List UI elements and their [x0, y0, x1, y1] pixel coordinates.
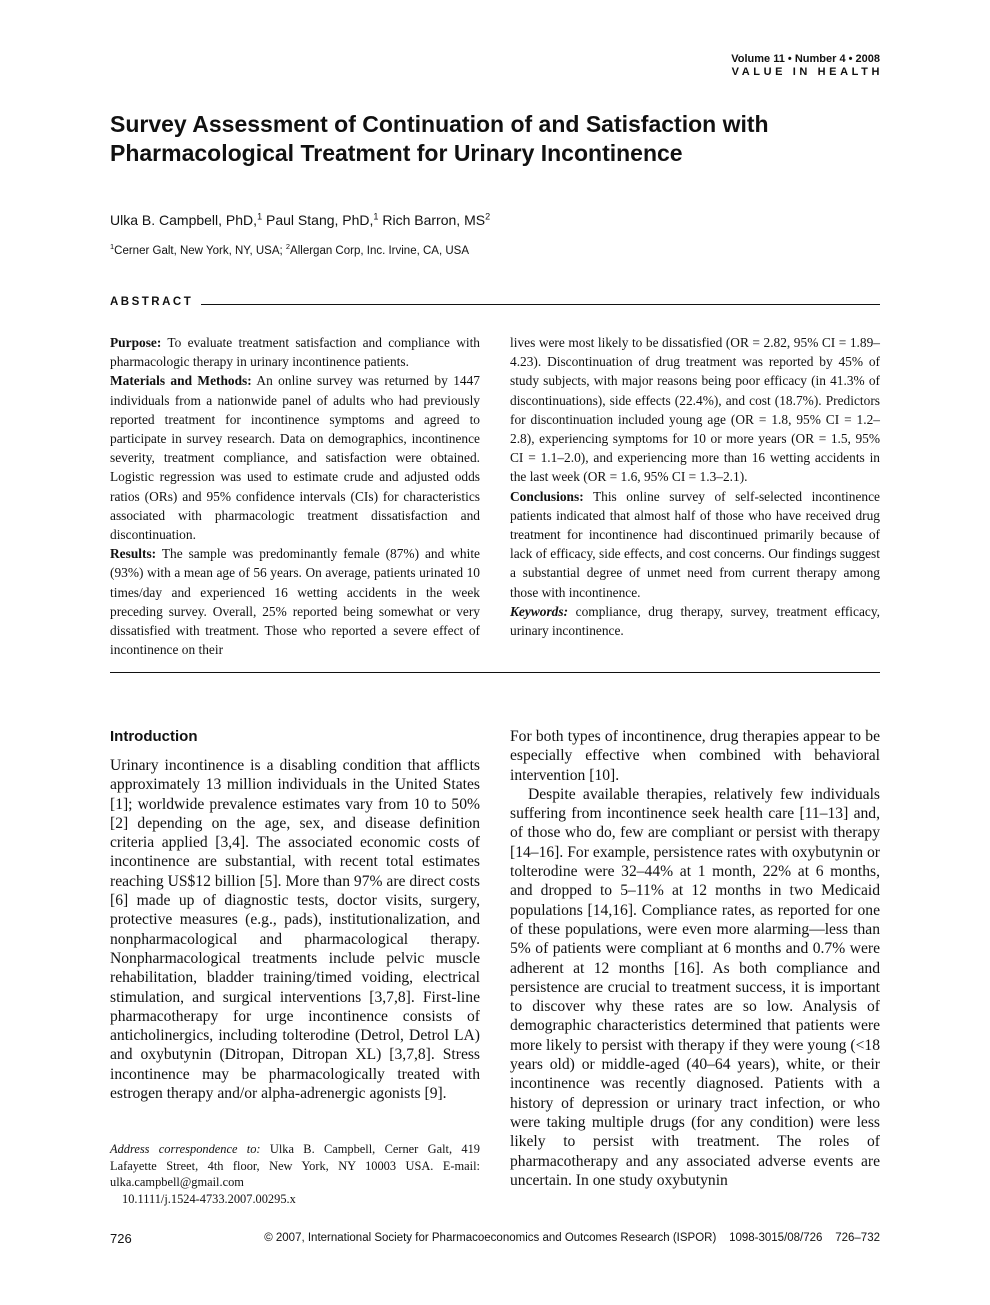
- doi: 10.1111/j.1524-4733.2007.00295.x: [122, 1191, 296, 1206]
- affiliation-marker: 1: [110, 242, 115, 252]
- purpose-label: Purpose:: [110, 335, 162, 350]
- abstract-heading: [110, 294, 880, 310]
- results-label: Results:: [110, 546, 157, 562]
- keywords-text: compliance, drug therapy, survey, treatment efficacy, urinary incontinence.: [510, 603, 880, 639]
- conclusions-label: Conclusions:: [510, 488, 584, 504]
- keywords-label: Keywords:: [510, 603, 569, 619]
- abstract-divider: [201, 304, 880, 305]
- journal-name: VALUE IN HEALTH: [731, 66, 883, 78]
- introduction-paragraph-1: Urinary incontinence is a disabling condition that afflicts approximately 13 million individuals in the United States [1]; worldwide prevalence estimates vary from 10 to 50% [2] depending on the age, sex, and disease definition criteria applied [3,4]. The associated economic costs of incontinence are substantial, with recent total estimates reaching US$12 billion [5]. More than 97% are direct costs [6] made up of diagnostic tests, doctor visits, surgery, protective measures (e.g., pads), institutionalization, and nonpharmacological and pharmacological therapy. Nonpharmacological treatments include pelvic muscle rehabilitation, bladder training/timed voiding, electrical stimulation, and surgical interventions [3,7,8]. First-line pharmacotherapy for urge incontinence consists of anticholinergics, including tolterodine (Detrol, Detrol LA) and oxybutynin (Ditropan, Ditropan XL) [3,7,8]. Stress incontinence may be pharmacologically treated with estrogen therapy and/or alpha-adrenergic agonists [9].: [110, 757, 480, 1103]
- volume-issue-line: Volume 11 • Number 4 • 2008: [731, 53, 880, 65]
- affiliations: [110, 242, 470, 257]
- author-list: [110, 212, 490, 228]
- abstract-left-column: [110, 333, 480, 659]
- page-footer: [110, 1231, 880, 1247]
- introduction-paragraph-3: Despite available therapies, relatively few individuals suffering from incontinence seek health care [11–13] and, of those who do, few are compliant or persist with therapy [14–16]. For example, persistence rates with oxybutynin or tolterodine were 32–44% at 1 month, 22% at 6 months, and dropped to 5–11% at 12 months in two Medicaid populations [14,16]. Compliance rates, as reported for one of these populations, were even more alarming—less than 5% of patients were compliant at 6 months and 0.7% were adherent at 12 months [16]. As both compliance and persistence are crucial to treatment success, it is important to discover why these rates are so low. Analysis of demographic characteristics determined that patients were more likely to persist with therapy if they were young (<18 years old) or middle-aged (40–64 years), white, or their incontinence was recently diagnosed. Patients with a history of depression or urinary tract infection, or who were taking multiple drugs (for any condition) were less likely to persist with treatment. The roles of pharmacotherapy and any associated adverse events are uncertain. In one study oxybutynin: [510, 785, 880, 1189]
- journal-header: [731, 52, 883, 79]
- methods-text: An online survey was returned by 1447 individuals from a nationwide panel of adults who had previously reported treatment for incontinence symptoms and agreed to participate in survey research. Data on demographics, incontinence severity, treatment compliance, and satisfaction were obtained. Logistic regression was used to estimate crude and adjusted odds ratios (ORs) and 95% confidence intervals (CIs) for characteristics associated with pharmacologic treatment dissatisfaction and discontinuation.: [110, 373, 480, 543]
- affiliation-marker: 1: [373, 211, 379, 222]
- introduction-heading: Introduction: [110, 728, 198, 745]
- introduction-paragraph-2: For both types of incontinence, drug therapies appear to be especially effective when combined with behavioral intervention [10].: [510, 728, 880, 784]
- affiliation-allergan: Allergan Corp, Inc. Irvine, CA, USA: [290, 245, 470, 257]
- abstract-label: ABSTRACT: [110, 296, 194, 308]
- correspondence-footnote: [110, 1141, 480, 1207]
- affiliation-marker: 2: [485, 211, 491, 222]
- copyright-line: © 2007, International Society for Pharmacoeconomics and Outcomes Research (ISPOR) 1098-3015/08/726 726–732: [264, 1232, 880, 1244]
- introduction-right-column: [510, 727, 880, 1190]
- correspondence-label: Address correspondence to:: [110, 1142, 261, 1156]
- author-stang: Paul Stang, PhD,: [262, 212, 374, 228]
- article-title: Survey Assessment of Continuation of and Satisfaction with Pharmacological Treatment for Urinary Incontinence: [110, 111, 769, 166]
- correspondence-text: Ulka B. Campbell, Cerner Galt, 419 Lafayette Street, 4th floor, New York, NY 10003 USA. E-mail: ulka.campbell@gmail.com: [110, 1142, 480, 1189]
- conclusions-text: This online survey of self-selected incontinence patients indicated that almost half of those who have received drug treatment for incontinence had discontinued primarily because of lack of efficacy, side effects, and cost concerns. Our findings suggest a substantial degree of unmet need from current therapy among those with incontinence.: [510, 488, 880, 600]
- purpose-text: To evaluate treatment satisfaction and compliance with pharmacologic therapy in urinary incontinence patients.: [110, 335, 480, 370]
- methods-label: Materials and Methods:: [110, 373, 252, 389]
- results-text: The sample was predominantly female (87%) and white (93%) with a mean age of 56 years. On average, patients urinated 10 times/day and experienced 16 wetting accidents in the week preceding survey. Overall, 25% reported being somewhat or very dissatisfied with treatment. Those who reported a severe effect of incontinence on their: [110, 546, 480, 658]
- author-barron: Rich Barron, MS: [378, 212, 486, 228]
- affiliation-cerner: Cerner Galt, New York, NY, USA;: [114, 245, 286, 257]
- affiliation-marker: 1: [257, 211, 263, 222]
- author-campbell: Ulka B. Campbell, PhD,: [110, 212, 258, 228]
- abstract-right-column: [510, 333, 880, 640]
- abstract-bottom-divider: [110, 672, 880, 673]
- page-number: 726: [110, 1231, 132, 1246]
- results-text-continued: lives were most likely to be dissatisfied (OR = 2.82, 95% CI = 1.89–4.23). Discontinuation of drug treatment was reported by 45% of study subjects, with major reasons being poor efficacy (in 41.3% of discontinuations), side effects (22.4%), and cost (18.7%). Predictors for discontinuation included young age (OR = 1.8, 95% CI = 1.2–2.8), experiencing symptoms for 10 or more years (OR = 1.5, 95% CI = 1.1–2.0), and experiencing more than 16 wetting accidents in the last week (OR = 1.6, 95% CI = 1.3–2.1).: [510, 335, 880, 485]
- affiliation-marker: 2: [285, 242, 291, 252]
